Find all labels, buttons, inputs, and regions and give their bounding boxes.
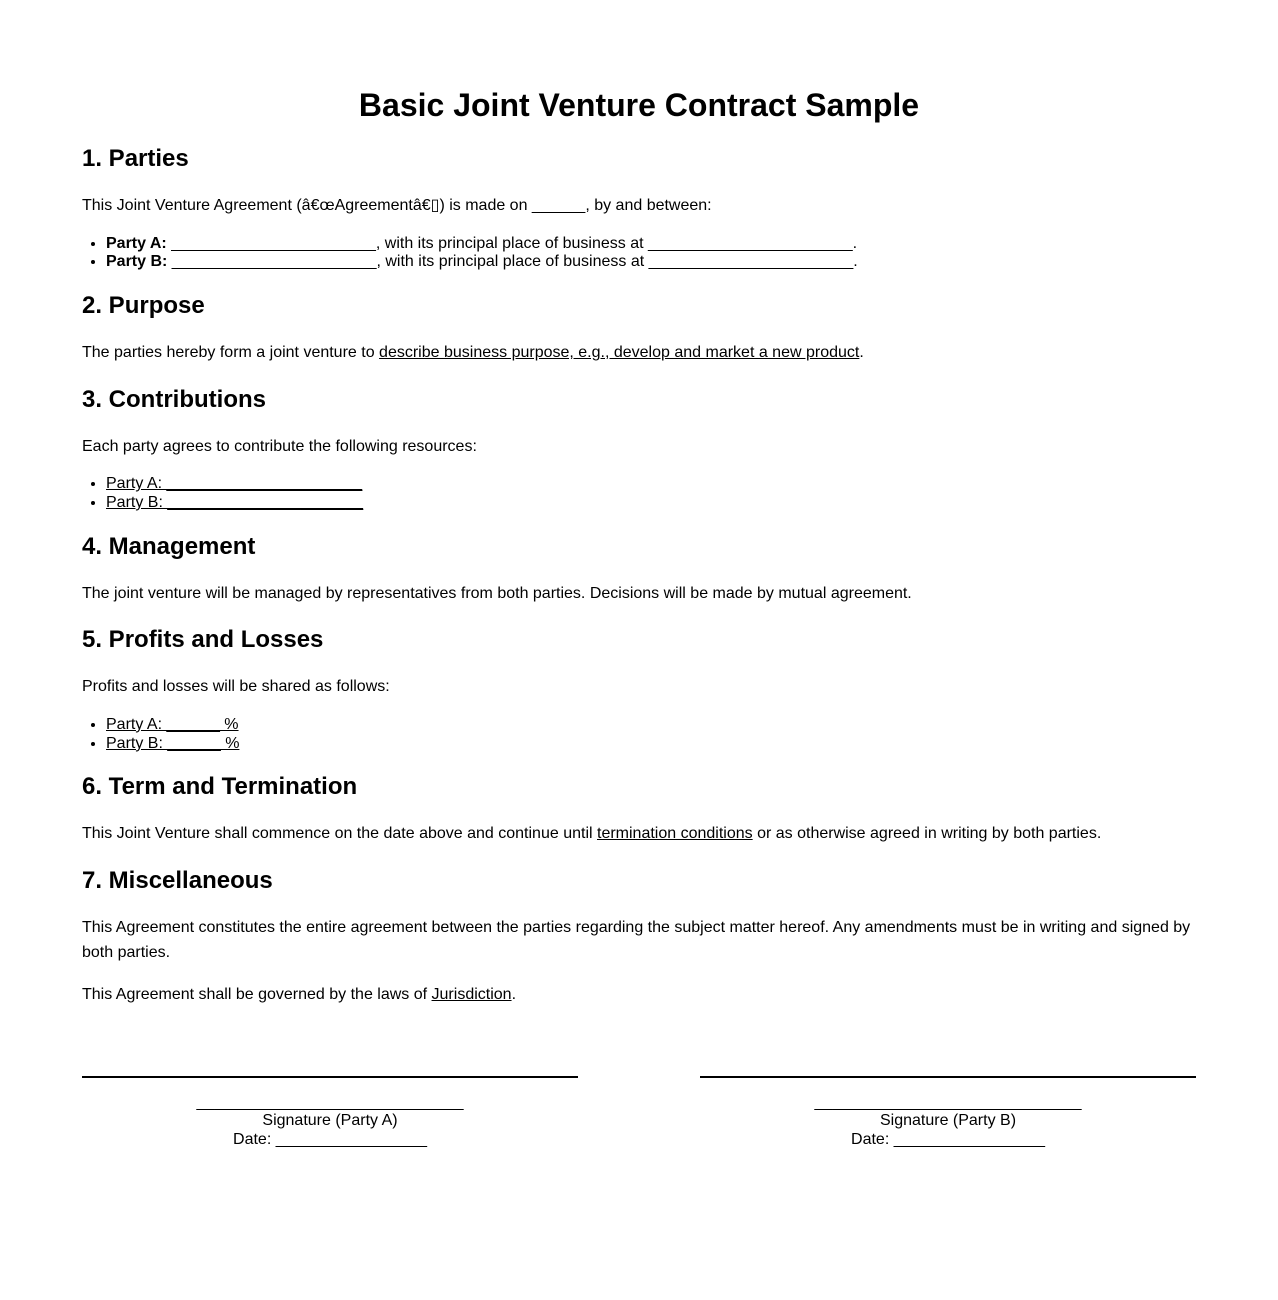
miscellaneous-paragraph-2	[82, 982, 1196, 1008]
party-b-label: Party B:	[106, 253, 168, 271]
miscellaneous-paragraph-1: This Agreement constitutes the entire agreement between the parties regarding the subject matter hereof. Any amendments must be in writing and signed by both parties.	[82, 918, 1191, 962]
profit-party-b-item	[106, 735, 1196, 754]
date-label-party-b: Date:	[851, 1131, 890, 1149]
section-profits	[82, 626, 1196, 753]
document-title: Basic Joint Venture Contract Sample	[358, 87, 920, 123]
signature-caption-party-a: Signature (Party A)	[262, 1112, 398, 1130]
section-purpose	[82, 292, 1196, 366]
section-management	[82, 533, 1196, 607]
parties-list	[82, 235, 1196, 272]
signature-content-party-a	[82, 1094, 578, 1150]
signature-caption-party-b: Signature (Party B)	[879, 1112, 1017, 1130]
contribution-party-a-item	[106, 475, 1196, 494]
purpose-placeholder: describe business purpose, e.g., develop and market a new product	[379, 344, 860, 362]
section-miscellaneous	[82, 867, 1196, 1008]
signature-block-party-a	[82, 1076, 578, 1150]
contribution-party-a-blank: Party A: ______________________	[106, 475, 363, 493]
term-text-before: This Joint Venture shall commence on the date above and continue until	[82, 825, 597, 843]
party-b-blank-text: _______________________, with its principal place of business at _______________________.	[167, 253, 858, 271]
term-text-after: or as otherwise agreed in writing by both parties.	[752, 825, 1102, 843]
signature-line-party-a: ______________________________	[196, 1093, 464, 1111]
section-profits-heading: 5. Profits and Losses	[82, 626, 324, 654]
date-line-party-b	[700, 1131, 1196, 1150]
profits-intro: Profits and losses will be shared as follows:	[82, 678, 390, 696]
profit-party-a-blank: Party A: ______ %	[106, 715, 239, 733]
party-a-blank-text: _______________________, with its principal place of business at _______________________.	[166, 234, 858, 252]
purpose-text-after: .	[859, 344, 864, 362]
section-term-heading: 6. Term and Termination	[82, 773, 358, 801]
party-a-label: Party A:	[106, 234, 167, 252]
signature-divider-party-a	[82, 1076, 578, 1078]
section-miscellaneous-heading: 7. Miscellaneous	[82, 866, 273, 894]
date-line-party-a	[82, 1131, 578, 1150]
signature-area	[82, 1076, 1196, 1150]
governing-law-text-after: .	[511, 986, 517, 1004]
section-parties	[82, 145, 1196, 272]
profit-party-a-item	[106, 716, 1196, 735]
party-b-list-item	[106, 253, 1196, 272]
section-contributions	[82, 386, 1196, 513]
signature-content-party-b	[700, 1094, 1196, 1150]
profit-party-b-blank: Party B: ______ %	[106, 734, 240, 752]
party-a-list-item	[106, 235, 1196, 254]
term-placeholder: termination conditions	[597, 825, 753, 843]
section-contributions-heading: 3. Contributions	[82, 385, 266, 413]
contribution-party-b-blank: Party B: ______________________	[106, 493, 364, 511]
parties-intro: This Joint Venture Agreement (â€œAgreementâ€▯) is made on ______, by and between:	[82, 197, 712, 214]
jurisdiction-placeholder: Jurisdiction	[431, 986, 512, 1004]
signature-block-party-b	[700, 1076, 1196, 1150]
governing-law-text-before: This Agreement shall be governed by the laws of	[82, 986, 432, 1004]
section-management-heading: 4. Management	[82, 532, 256, 560]
section-term	[82, 773, 1196, 847]
management-paragraph: The joint venture will be managed by representatives from both parties. Decisions will be made by mutual agreement.	[82, 584, 912, 602]
purpose-text-before: The parties hereby form a joint venture to	[82, 344, 380, 362]
contributions-list	[82, 475, 1196, 512]
section-parties-heading: 1. Parties	[82, 145, 189, 172]
date-blank-party-b: _________________	[889, 1131, 1045, 1149]
signature-line-party-b: ______________________________	[814, 1093, 1082, 1111]
contribution-party-b-item	[106, 494, 1196, 513]
date-label-party-a: Date:	[233, 1131, 272, 1149]
signature-divider-party-b	[700, 1076, 1196, 1078]
contributions-intro: Each party agrees to contribute the following resources:	[82, 437, 477, 455]
section-purpose-heading: 2. Purpose	[82, 292, 205, 320]
term-paragraph	[82, 821, 1196, 847]
date-blank-party-a: _________________	[271, 1131, 427, 1149]
profits-list	[82, 716, 1196, 753]
purpose-paragraph	[82, 340, 1196, 366]
